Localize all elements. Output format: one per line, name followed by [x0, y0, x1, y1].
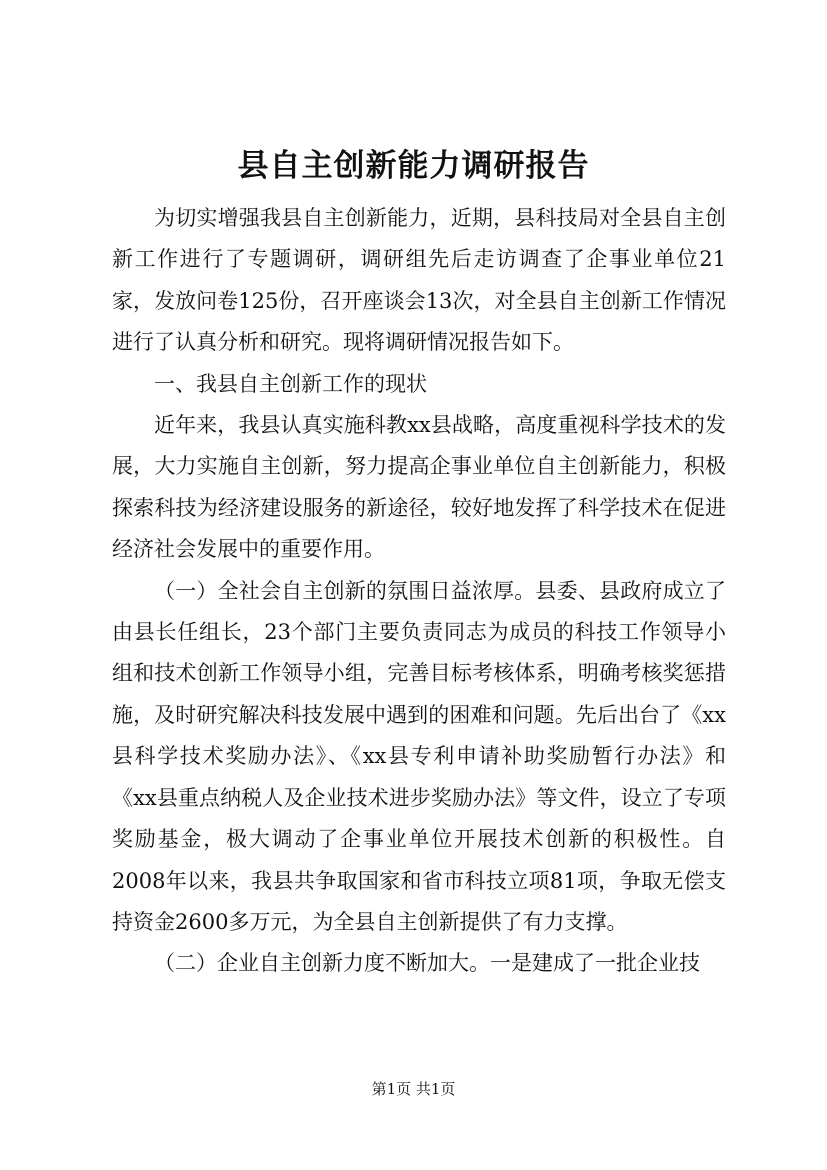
- status-paragraph: 近年来，我县认真实施科教xx县战略，高度重视科学技术的发展，大力实施自主创新，努力提高企事业单位自主创新能力，积极探索科技为经济建设服务的新途径，较好地发挥了科学技术在促进经济社会发展中的重要作用。: [112, 413, 726, 562]
- document-title: 县自主创新能力调研报告: [237, 148, 590, 184]
- subsection-two-paragraph: （二）企业自主创新力度不断加大。一是建成了一批企业技: [154, 951, 700, 976]
- subsection-one-paragraph: （一）全社会自主创新的氛围日益浓厚。县委、县政府成立了由县长任组长，23个部门主要负责同志为成员的科技工作领导小组和技术创新工作领导小组，完善目标考核体系，明确考核奖惩措施，及时研究解决科技发展中遇到的困难和问题。先后出台了《xx县科学技术奖励办法》、《xx县专利申请补助奖励暂行办法》和《xx县重点纳税人及企业技术进步奖励办法》等文件，设立了专项奖励基金，极大调动了企事业单位开展技术创新的积极性。自2008年以来，我县共争取国家和省市科技立项81项，争取无偿支持资金2600多万元，为全县自主创新提供了有力支撑。: [112, 578, 726, 934]
- page-footer: 第1页 共1页: [371, 1080, 456, 1098]
- section-heading: 一、我县自主创新工作的现状: [154, 371, 427, 396]
- document-body: [112, 198, 726, 985]
- intro-paragraph: 为切实增强我县自主创新能力，近期，县科技局对全县自主创新工作进行了专题调研，调研组先后走访调查了企事业单位21家，发放问卷125份，召开座谈会13次，对全县自主创新工作情况进行了认真分析和研究。现将调研情况报告如下。: [112, 206, 726, 355]
